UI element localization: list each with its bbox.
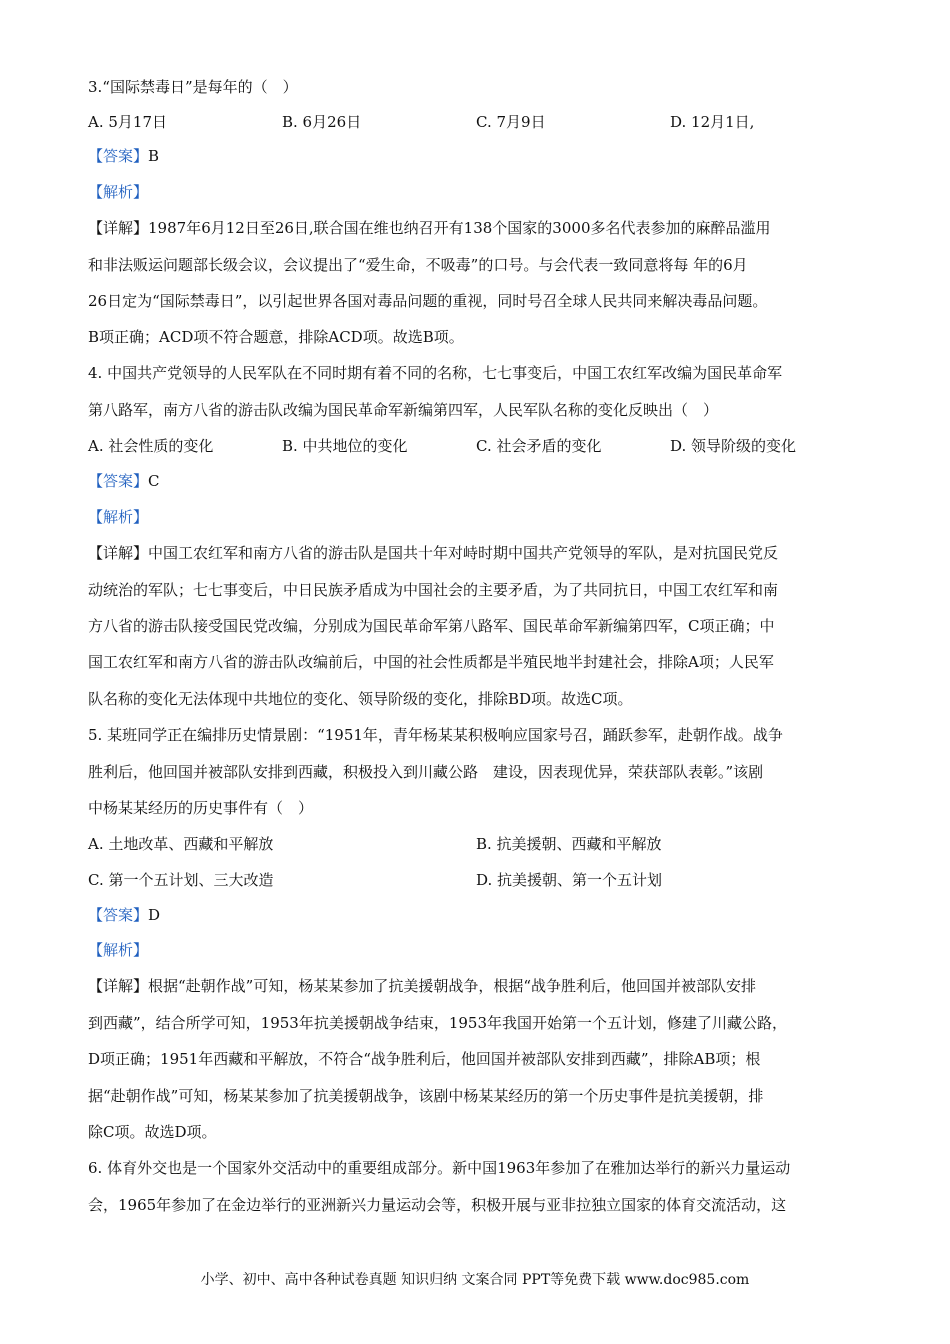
- q4-detail-line: 方八省的游击队接受国民党改编，分别成为国民革命军第八路军、国民革命军新编第四军，C项正确；中: [88, 617, 775, 635]
- answer-value: C: [148, 472, 160, 490]
- detail-tag: 【详解】: [88, 544, 149, 562]
- detail-text: 1987年6月12日至26日,联合国在维也纳召开有138个国家的3000多名代表参加的麻醉品滥用: [148, 219, 771, 237]
- analysis-tag: 【解析】: [88, 508, 149, 526]
- q6-stem-line: 6. 体育外交也是一个国家外交活动中的重要组成部分。新中国1963年参加了在雅加达举行的新兴力量运动: [88, 1159, 791, 1177]
- q3-detail-line: [88, 218, 868, 238]
- q3-option-b: B. 6月26日: [282, 113, 362, 131]
- q3-option-c: C. 7月9日: [476, 113, 546, 131]
- answer-value: D: [148, 906, 161, 924]
- q4-stem-line: 第八路军，南方八省的游击队改编为国民革命军新编第四军，人民军队名称的变化反映出（ ）: [88, 401, 719, 419]
- q5-detail-line: D项正确；1951年西藏和平解放，不符合“战争胜利后，他回国并被部队安排到西藏”，排除AB项；根: [88, 1050, 761, 1068]
- detail-tag: 【详解】: [88, 219, 149, 237]
- q4-stem-line: 4. 中国共产党领导的人民军队在不同时期有着不同的名称，七七事变后，中国工农红军改编为国民革命军: [88, 364, 783, 382]
- analysis-tag: 【解析】: [88, 183, 149, 201]
- q3-answer: [88, 146, 868, 166]
- q4-detail-line: 动统治的军队；七七事变后，中日民族矛盾成为中国社会的主要矛盾，为了共同抗日，中国工农红军和南: [88, 581, 779, 599]
- q4-detail-line: 国工农红军和南方八省的游击队改编前后，中国的社会性质都是半殖民地半封建社会，排除A项；人民军: [88, 653, 774, 671]
- q5-analysis: [88, 940, 868, 960]
- q5-option-b: B. 抗美援朝、西藏和平解放: [476, 835, 662, 853]
- q4-detail-line: [88, 543, 868, 563]
- q5-detail-line: 据“赴朝作战”可知，杨某某参加了抗美援朝战争，该剧中杨某某经历的第一个历史事件是抗美援朝，排: [88, 1087, 764, 1105]
- q5-option-c: C. 第一个五计划、三大改造: [88, 871, 274, 889]
- q3-stem: 3.“国际禁毒日”是每年的（ ）: [88, 78, 298, 96]
- q3-detail-line: 26日定为“国际禁毒日”，以引起世界各国对毒品问题的重视，同时号召全球人民共同来解决毒品问题。: [88, 292, 768, 310]
- q5-stem-line: 中杨某某经历的历史事件有（ ）: [88, 799, 314, 817]
- q5-detail-line: 除C项。故选D项。: [88, 1123, 217, 1141]
- q5-stem-line: 5. 某班同学正在编排历史情景剧：“1951年，青年杨某某积极响应国家号召，踊跃参军，赴朝作战。战争: [88, 726, 783, 744]
- detail-tag: 【详解】: [88, 977, 149, 995]
- q4-option-b: B. 中共地位的变化: [282, 437, 408, 455]
- analysis-tag: 【解析】: [88, 941, 149, 959]
- detail-text: 根据“赴朝作战”可知，杨某某参加了抗美援朝战争，根据“战争胜利后，他回国并被部队安排: [148, 977, 757, 995]
- q3-option-a: A. 5月17日: [88, 113, 167, 131]
- q6-stem-line: 会，1965年参加了在金边举行的亚洲新兴力量运动会等，积极开展与亚非拉独立国家的体育交流活动，这: [88, 1196, 787, 1214]
- page-footer: 小学、初中、高中各种试卷真题 知识归纳 文案合同 PPT等免费下载 www.doc985.com: [200, 1272, 750, 1288]
- q4-option-c: C. 社会矛盾的变化: [476, 437, 602, 455]
- answer-value: B: [148, 147, 160, 165]
- q4-option-d: D. 领导阶级的变化: [670, 437, 797, 455]
- q4-analysis: [88, 507, 868, 527]
- q3-detail-line: B项正确；ACD项不符合题意，排除ACD项。故选B项。: [88, 328, 464, 346]
- q4-answer: [88, 471, 868, 491]
- q3-detail-line: 和非法贩运问题部长级会议，会议提出了“爱生命，不吸毒”的口号。与会代表一致同意将每 年的6月: [88, 256, 748, 274]
- q4-detail-line: 队名称的变化无法体现中共地位的变化、领导阶级的变化，排除BD项。故选C项。: [88, 690, 633, 708]
- q4-option-a: A. 社会性质的变化: [88, 437, 214, 455]
- q5-option-a: A. 土地改革、西藏和平解放: [88, 835, 274, 853]
- q5-detail-line: [88, 976, 868, 996]
- q5-stem-line: 胜利后，他回国并被部队安排到西藏，积极投入到川藏公路 建设，因表现优异，荣获部队表彰。”该剧: [88, 763, 764, 781]
- answer-tag: 【答案】: [88, 472, 149, 490]
- q3-analysis: [88, 182, 868, 202]
- q5-answer: [88, 905, 868, 925]
- q5-option-d: D. 抗美援朝、第一个五计划: [476, 871, 663, 889]
- answer-tag: 【答案】: [88, 147, 149, 165]
- detail-text: 中国工农红军和南方八省的游击队是国共十年对峙时期中国共产党领导的军队，是对抗国民党反: [148, 544, 779, 562]
- q5-detail-line: 到西藏”，结合所学可知，1953年抗美援朝战争结束，1953年我国开始第一个五计划，修建了川藏公路，: [88, 1014, 788, 1032]
- answer-tag: 【答案】: [88, 906, 149, 924]
- q3-option-d: D. 12月1日,: [670, 113, 755, 131]
